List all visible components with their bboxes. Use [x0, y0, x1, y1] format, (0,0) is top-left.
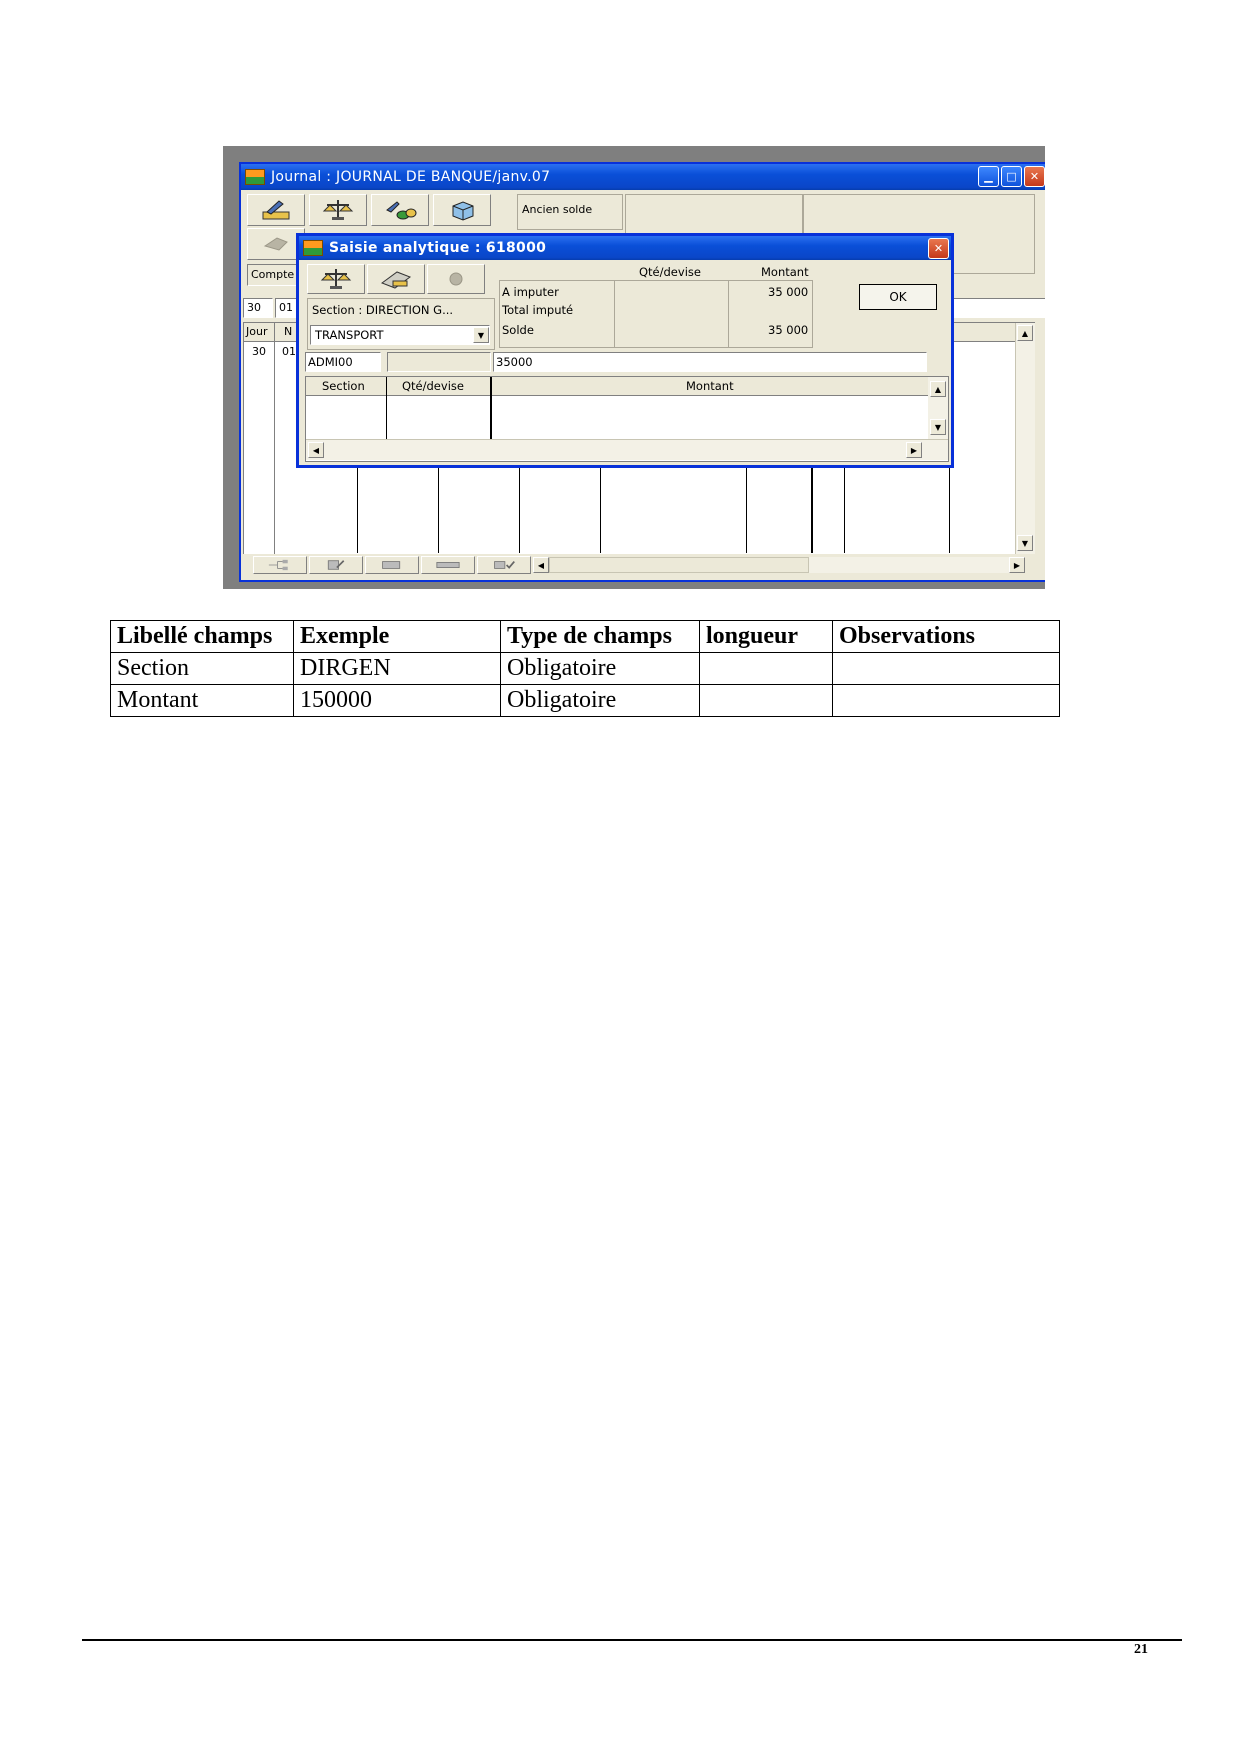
month-value: 01: [279, 301, 293, 314]
toolbar-button-2[interactable]: [309, 194, 367, 226]
th-exemple: Exemple: [294, 621, 501, 653]
journal-titlebar: [241, 164, 1045, 190]
scale-icon: [321, 198, 355, 222]
day-value: 30: [247, 301, 261, 314]
grid-header-qte: Qté/devise: [402, 379, 464, 393]
scale-icon: [319, 267, 353, 291]
toolbar-button-1[interactable]: [247, 194, 305, 226]
cell-observations: [833, 653, 1060, 685]
th-libelle: Libellé champs: [111, 621, 294, 653]
grid-header-section: Section: [322, 379, 365, 393]
entry-montant-field[interactable]: [493, 352, 927, 372]
dialog-vscrollbar[interactable]: [928, 377, 948, 439]
table-header-row: [111, 621, 1060, 653]
grid-line: [519, 461, 520, 553]
dialog-scroll-up-icon[interactable]: ▲: [930, 381, 946, 397]
row-total-impute: Total imputé: [502, 303, 574, 317]
section-label: Section : DIRECTION G...: [312, 303, 454, 317]
card-icon: [431, 559, 465, 571]
fields-table: [110, 620, 1060, 717]
compte-label: Compte: [251, 268, 295, 281]
col-qte-devise: Qté/devise: [639, 265, 701, 279]
dialog-grid: [305, 376, 949, 462]
summary-panel: [499, 280, 813, 348]
ancien-solde-box: [517, 194, 623, 230]
cell-exemple: 150000: [294, 685, 501, 717]
disabled-gear-icon: [439, 267, 473, 291]
app-icon: [245, 169, 265, 185]
col-montant: Montant: [761, 265, 809, 279]
row-a-imputer: A imputer: [502, 285, 559, 299]
report-icon: [375, 559, 409, 571]
th-observations: Observations: [833, 621, 1060, 653]
edit-icon: [319, 559, 353, 571]
bottom-tool-4[interactable]: [421, 556, 475, 574]
page-number: 21: [1134, 1642, 1148, 1657]
dialog-tool-2[interactable]: [367, 264, 425, 294]
bottom-tool-5[interactable]: [477, 556, 531, 574]
cell-longueur: [700, 685, 833, 717]
dialog-titlebar: [299, 236, 951, 260]
tree-icon: [263, 559, 297, 571]
cell-type: Obligatoire: [501, 653, 700, 685]
cell-longueur: [700, 653, 833, 685]
dialog-scroll-left-icon[interactable]: ◀: [308, 442, 324, 458]
footer-rule: [82, 1639, 1182, 1641]
grid-line: [357, 461, 358, 553]
table-row: [111, 685, 1060, 717]
dialog-grid-header: [306, 377, 928, 396]
a-imputer-montant: 35 000: [768, 285, 809, 299]
scroll-up-icon[interactable]: ▲: [1017, 325, 1033, 341]
entry-qte-field[interactable]: [387, 352, 491, 372]
grid-header-montant: Montant: [686, 379, 734, 393]
grid-line: [811, 461, 813, 553]
entry-section-value: ADMI00: [308, 355, 353, 369]
maximize-icon[interactable]: □: [1001, 166, 1022, 187]
dialog-scroll-right-icon[interactable]: ▶: [906, 442, 922, 458]
grid-vscrollbar[interactable]: [1015, 323, 1035, 555]
disabled-tool-icon: [259, 232, 293, 256]
grid-row-day: 30: [252, 345, 266, 358]
section-select-value: TRANSPORT: [315, 328, 384, 342]
grid-line: [746, 461, 747, 553]
scroll-down-icon[interactable]: ▼: [1017, 535, 1033, 551]
pen-icon: [259, 198, 293, 222]
solde-montant: 35 000: [768, 323, 809, 337]
day-field[interactable]: [243, 298, 273, 318]
journal-title: Journal : JOURNAL DE BANQUE/janv.07: [271, 169, 551, 185]
th-type: Type de champs: [501, 621, 700, 653]
th-longueur: longueur: [700, 621, 833, 653]
dialog-tool-3[interactable]: [427, 264, 485, 294]
cell-observations: [833, 685, 1060, 717]
close-icon[interactable]: ✕: [1024, 166, 1045, 187]
dialog-hscrollbar[interactable]: [306, 439, 948, 460]
check-icon: [487, 559, 521, 571]
dialog-scroll-down-icon[interactable]: ▼: [930, 419, 946, 435]
row-solde: Solde: [502, 323, 534, 337]
coins-icon: [383, 198, 417, 222]
grid-line: [438, 461, 439, 553]
table-row: [111, 653, 1060, 685]
keyboard-icon: [379, 267, 413, 291]
scroll-left-icon[interactable]: ◀: [533, 557, 549, 573]
grid-col-n: N: [284, 325, 293, 338]
dialog-app-icon: [303, 240, 323, 256]
saisie-analytique-dialog: [296, 233, 954, 468]
dialog-close-icon[interactable]: ✕: [928, 238, 949, 259]
dropdown-arrow-icon[interactable]: ▼: [473, 327, 489, 343]
ok-button[interactable]: OK: [859, 284, 937, 310]
hscroll-thumb[interactable]: [549, 557, 809, 573]
bottom-tool-2[interactable]: [309, 556, 363, 574]
cell-libelle: Montant: [111, 685, 294, 717]
grid-line: [600, 461, 601, 553]
grid-divider: [274, 323, 275, 555]
cube-icon: [445, 198, 479, 222]
cell-type: Obligatoire: [501, 685, 700, 717]
ancien-solde-label: Ancien solde: [522, 203, 593, 216]
dialog-tool-1[interactable]: [307, 264, 365, 294]
cell-libelle: Section: [111, 653, 294, 685]
grid-row-month: 01: [282, 345, 296, 358]
cell-exemple: DIRGEN: [294, 653, 501, 685]
entry-montant-value: 35000: [496, 355, 533, 369]
grid-col-jour: Jour: [246, 325, 268, 338]
section-box: [307, 298, 495, 350]
toolbar-button-3[interactable]: [371, 194, 429, 226]
scroll-right-icon[interactable]: ▶: [1009, 557, 1025, 573]
bottom-toolbar: [243, 554, 1045, 576]
grid-line: [844, 461, 845, 553]
minimize-icon[interactable]: ▁: [978, 166, 999, 187]
bottom-tool-3[interactable]: [365, 556, 419, 574]
toolbar-button-4[interactable]: [433, 194, 491, 226]
hscroll-track[interactable]: [809, 557, 1009, 573]
dialog-title: Saisie analytique : 618000: [329, 240, 547, 256]
bottom-tool-1[interactable]: [253, 556, 307, 574]
entry-section-field[interactable]: [305, 352, 381, 372]
section-select[interactable]: [310, 325, 490, 345]
grid-line: [949, 461, 950, 553]
